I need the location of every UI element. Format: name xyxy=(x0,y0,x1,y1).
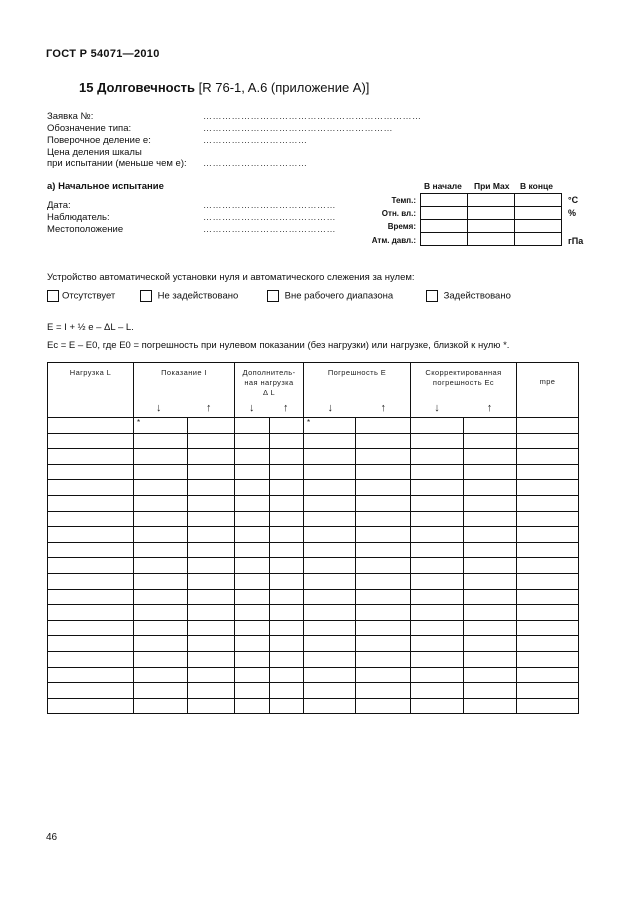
table-cell[interactable] xyxy=(517,589,579,605)
table-cell[interactable] xyxy=(356,511,411,527)
cond-cell[interactable] xyxy=(468,207,515,220)
table-cell[interactable] xyxy=(411,667,464,683)
field-label-date: Дата: xyxy=(47,200,71,211)
table-cell[interactable] xyxy=(134,573,188,589)
table-cell[interactable] xyxy=(411,511,464,527)
table-cell[interactable] xyxy=(411,620,464,636)
table-cell[interactable] xyxy=(235,433,270,449)
table-cell[interactable] xyxy=(134,449,188,465)
table-cell[interactable] xyxy=(517,418,579,434)
table-cell[interactable] xyxy=(517,683,579,699)
table-cell[interactable] xyxy=(270,433,304,449)
table-cell[interactable] xyxy=(517,636,579,652)
table-cell[interactable] xyxy=(188,698,235,714)
option-absent-label: Отсутствует xyxy=(62,290,116,302)
table-row xyxy=(48,651,579,667)
table-cell[interactable] xyxy=(464,620,517,636)
table-cell[interactable] xyxy=(48,589,134,605)
table-cell[interactable] xyxy=(464,418,517,434)
table-cell[interactable] xyxy=(48,558,134,574)
table-row xyxy=(48,573,579,589)
table-cell[interactable] xyxy=(188,449,235,465)
table-cell[interactable] xyxy=(517,698,579,714)
conditions-grid xyxy=(420,193,562,246)
header-load xyxy=(48,363,134,418)
table-row xyxy=(48,464,579,480)
table-cell[interactable] xyxy=(356,418,411,434)
table-cell[interactable] xyxy=(356,698,411,714)
table-cell[interactable] xyxy=(411,527,464,543)
table-cell[interactable] xyxy=(270,464,304,480)
cond-cell[interactable] xyxy=(468,194,515,207)
table-row xyxy=(48,698,579,714)
table-row xyxy=(48,636,579,652)
table-cell[interactable] xyxy=(270,683,304,699)
table-cell[interactable] xyxy=(188,433,235,449)
table-cell[interactable] xyxy=(517,573,579,589)
table-row xyxy=(48,542,579,558)
table-cell[interactable] xyxy=(356,605,411,621)
table-cell[interactable] xyxy=(235,636,270,652)
table-cell[interactable] xyxy=(356,542,411,558)
cond-cell[interactable] xyxy=(421,194,468,207)
header-indication-text: Показание I xyxy=(161,368,207,377)
cond-row-temp xyxy=(421,194,562,207)
section-reference: [R 76-1, A.6 (приложение A)] xyxy=(195,80,370,95)
table-cell[interactable] xyxy=(134,683,188,699)
cond-cell[interactable] xyxy=(421,233,468,246)
table-cell[interactable] xyxy=(270,605,304,621)
table-cell[interactable] xyxy=(464,636,517,652)
table-cell[interactable] xyxy=(356,651,411,667)
table-cell[interactable] xyxy=(464,698,517,714)
table-cell[interactable] xyxy=(188,418,235,434)
field-dots-application[interactable]: …………………………………………………………… xyxy=(203,111,422,121)
table-cell[interactable] xyxy=(48,683,134,699)
arrow-up-icon: ↑ xyxy=(283,402,289,414)
table-cell[interactable] xyxy=(270,698,304,714)
table-cell[interactable] xyxy=(48,464,134,480)
table-cell[interactable] xyxy=(134,605,188,621)
table-cell[interactable] xyxy=(48,620,134,636)
table-cell[interactable] xyxy=(411,605,464,621)
field-label-type: Обозначение типа: xyxy=(47,123,132,134)
table-cell[interactable] xyxy=(188,636,235,652)
cond-cell[interactable] xyxy=(515,194,562,207)
field-label-during-test: при испытании (меньше чем e): xyxy=(47,158,187,169)
table-cell[interactable] xyxy=(411,480,464,496)
cond-cell[interactable] xyxy=(515,220,562,233)
table-cell[interactable] xyxy=(48,527,134,543)
table-cell[interactable] xyxy=(134,542,188,558)
table-cell[interactable] xyxy=(304,464,356,480)
table-cell[interactable] xyxy=(304,449,356,465)
field-label-observer: Наблюдатель: xyxy=(47,212,110,223)
table-cell[interactable] xyxy=(188,605,235,621)
table-cell[interactable] xyxy=(270,573,304,589)
table-cell[interactable] xyxy=(134,495,188,511)
table-cell[interactable] xyxy=(235,527,270,543)
table-cell[interactable] xyxy=(411,495,464,511)
error-arrows xyxy=(304,402,410,414)
table-cell[interactable] xyxy=(464,651,517,667)
table-cell[interactable] xyxy=(235,449,270,465)
table-cell[interactable] xyxy=(517,480,579,496)
table-cell[interactable] xyxy=(188,620,235,636)
table-cell[interactable] xyxy=(134,527,188,543)
table-row xyxy=(48,418,579,434)
cond-cell[interactable] xyxy=(515,207,562,220)
table-cell[interactable] xyxy=(356,620,411,636)
cond-row-humidity xyxy=(421,207,562,220)
table-cell[interactable] xyxy=(235,605,270,621)
table-row xyxy=(48,480,579,496)
arrow-down-icon: ↓ xyxy=(156,402,162,414)
table-cell[interactable] xyxy=(304,542,356,558)
option-engaged[interactable] xyxy=(426,290,511,302)
table-cell[interactable] xyxy=(48,636,134,652)
table-cell[interactable] xyxy=(270,636,304,652)
table-cell[interactable] xyxy=(464,683,517,699)
cond-header-max: При Max xyxy=(474,181,510,191)
table-cell[interactable] xyxy=(48,418,134,434)
table-cell[interactable] xyxy=(464,558,517,574)
table-cell[interactable] xyxy=(235,589,270,605)
table-cell[interactable] xyxy=(517,433,579,449)
table-cell[interactable] xyxy=(304,667,356,683)
table-cell[interactable] xyxy=(134,620,188,636)
table-cell[interactable] xyxy=(188,495,235,511)
table-cell[interactable] xyxy=(356,667,411,683)
table-cell[interactable] xyxy=(464,449,517,465)
checkbox-not-engaged[interactable] xyxy=(140,290,152,302)
cond-header-end: В конце xyxy=(520,181,553,191)
table-cell[interactable] xyxy=(517,651,579,667)
table-cell[interactable] xyxy=(464,589,517,605)
table-cell[interactable] xyxy=(517,527,579,543)
table-cell[interactable] xyxy=(48,698,134,714)
cond-row-time xyxy=(421,220,562,233)
table-cell[interactable] xyxy=(464,511,517,527)
table-cell[interactable] xyxy=(304,698,356,714)
table-cell[interactable] xyxy=(411,651,464,667)
table-cell[interactable] xyxy=(304,433,356,449)
table-cell[interactable] xyxy=(304,651,356,667)
corrected-arrows xyxy=(411,402,516,414)
table-cell[interactable] xyxy=(411,698,464,714)
cond-label-time: Время: xyxy=(387,222,416,231)
table-cell[interactable] xyxy=(270,511,304,527)
table-cell[interactable] xyxy=(304,636,356,652)
table-cell[interactable] xyxy=(411,558,464,574)
table-cell[interactable] xyxy=(235,464,270,480)
table-cell[interactable] xyxy=(134,511,188,527)
table-row xyxy=(48,683,579,699)
table-cell[interactable] xyxy=(188,651,235,667)
table-cell[interactable] xyxy=(270,495,304,511)
checkbox-absent[interactable] xyxy=(47,290,59,302)
arrow-down-icon: ↓ xyxy=(434,402,441,414)
table-cell[interactable] xyxy=(48,511,134,527)
page-number: 46 xyxy=(46,832,58,843)
field-dots-type[interactable]: …………………………………………………… xyxy=(203,123,393,133)
cond-label-pressure: Атм. давл.: xyxy=(371,236,416,245)
table-cell[interactable] xyxy=(464,605,517,621)
table-row xyxy=(48,511,579,527)
checkbox-engaged[interactable] xyxy=(426,290,438,302)
header-additional-text: Дополнитель- ная нагрузка Δ L xyxy=(242,368,296,397)
table-cell[interactable] xyxy=(304,480,356,496)
table-cell[interactable] xyxy=(235,418,270,434)
header-indication xyxy=(134,363,235,418)
option-engaged-label: Задействовано xyxy=(443,290,511,302)
table-row xyxy=(48,605,579,621)
table-cell[interactable] xyxy=(270,620,304,636)
table-cell[interactable] xyxy=(235,620,270,636)
field-label-verification-division: Поверочное деление e: xyxy=(47,135,151,146)
table-cell[interactable] xyxy=(464,464,517,480)
table-cell[interactable] xyxy=(235,573,270,589)
table-cell[interactable] xyxy=(188,589,235,605)
section-heading xyxy=(79,80,369,95)
header-mpe xyxy=(517,363,579,418)
table-cell[interactable] xyxy=(304,527,356,543)
table-row xyxy=(48,495,579,511)
table-body xyxy=(48,418,579,714)
indication-arrows xyxy=(134,402,234,414)
cond-label-temp: Темп.: xyxy=(391,196,416,205)
arrow-up-icon: ↑ xyxy=(486,402,493,414)
table-cell[interactable] xyxy=(270,480,304,496)
table-cell[interactable] xyxy=(48,542,134,558)
table-cell[interactable] xyxy=(48,433,134,449)
table-cell[interactable] xyxy=(270,667,304,683)
table-cell[interactable] xyxy=(270,589,304,605)
table-cell[interactable] xyxy=(356,636,411,652)
table-cell[interactable] xyxy=(270,651,304,667)
checkbox-out-of-range[interactable] xyxy=(267,290,279,302)
table-cell[interactable] xyxy=(188,683,235,699)
table-cell[interactable] xyxy=(235,651,270,667)
table-cell[interactable] xyxy=(48,449,134,465)
table-cell[interactable] xyxy=(235,495,270,511)
table-cell[interactable] xyxy=(188,573,235,589)
table-cell[interactable] xyxy=(270,527,304,543)
field-dots-verification-division[interactable]: …………………………… xyxy=(203,135,308,145)
table-cell[interactable] xyxy=(517,542,579,558)
table-cell[interactable] xyxy=(464,667,517,683)
header-load-text: Нагрузка L xyxy=(69,368,112,377)
table-row xyxy=(48,589,579,605)
option-out-of-range-label: Вне рабочего диапазона xyxy=(284,290,394,302)
table-header-row xyxy=(48,363,579,418)
field-label-application: Заявка №: xyxy=(47,111,94,122)
table-row xyxy=(48,449,579,465)
table-cell[interactable] xyxy=(464,542,517,558)
table-cell[interactable] xyxy=(411,449,464,465)
table-cell[interactable] xyxy=(134,464,188,480)
cond-header-start: В начале xyxy=(424,181,462,191)
table-cell[interactable] xyxy=(188,542,235,558)
table-cell[interactable] xyxy=(517,667,579,683)
unit-percent: % xyxy=(568,208,577,218)
table-cell[interactable] xyxy=(517,464,579,480)
arrow-down-icon: ↓ xyxy=(327,402,334,414)
table-cell[interactable] xyxy=(517,449,579,465)
table-cell[interactable] xyxy=(188,558,235,574)
cond-cell[interactable] xyxy=(515,233,562,246)
header-error xyxy=(304,363,411,418)
table-cell[interactable] xyxy=(134,433,188,449)
option-not-engaged-label: Не задействовано xyxy=(157,290,239,302)
table-cell[interactable] xyxy=(464,527,517,543)
table-cell[interactable] xyxy=(464,573,517,589)
table-cell[interactable] xyxy=(188,480,235,496)
table-cell[interactable] xyxy=(411,433,464,449)
table-cell[interactable] xyxy=(411,542,464,558)
formula-error: E = I + ½ e – ΔL – L. xyxy=(47,322,134,333)
table-cell[interactable] xyxy=(48,573,134,589)
table-cell[interactable] xyxy=(235,480,270,496)
table-cell[interactable] xyxy=(188,464,235,480)
table-cell[interactable] xyxy=(270,542,304,558)
table-cell[interactable] xyxy=(411,573,464,589)
table-cell[interactable] xyxy=(356,480,411,496)
table-cell[interactable] xyxy=(411,418,464,434)
table-cell[interactable] xyxy=(235,667,270,683)
table-cell[interactable] xyxy=(304,558,356,574)
table-cell[interactable] xyxy=(235,683,270,699)
table-cell[interactable] xyxy=(134,589,188,605)
table-cell[interactable] xyxy=(356,683,411,699)
table-cell[interactable] xyxy=(48,605,134,621)
table-cell[interactable] xyxy=(134,636,188,652)
header-error-text: Погрешность E xyxy=(327,368,387,377)
table-cell[interactable] xyxy=(134,558,188,574)
table-cell[interactable] xyxy=(304,683,356,699)
cond-cell[interactable] xyxy=(421,207,468,220)
field-dots-observer[interactable]: …………………………………… xyxy=(203,212,336,222)
table-cell[interactable] xyxy=(411,683,464,699)
table-row xyxy=(48,433,579,449)
results-table xyxy=(47,362,579,714)
table-cell[interactable] xyxy=(188,527,235,543)
table-cell[interactable] xyxy=(235,542,270,558)
field-label-scale-division: Цена деления шкалы xyxy=(47,147,142,158)
table-row xyxy=(48,558,579,574)
table-cell[interactable] xyxy=(517,511,579,527)
table-cell[interactable] xyxy=(48,480,134,496)
formula-corrected-error: Ec = E – E0, где E0 = погрешность при нулевом показании (без нагрузки) или нагрузке, близкой к нулю *. xyxy=(47,340,510,351)
table-cell[interactable] xyxy=(235,558,270,574)
table-cell[interactable] xyxy=(464,433,517,449)
table-cell[interactable] xyxy=(48,651,134,667)
cond-cell[interactable] xyxy=(468,220,515,233)
table-cell[interactable] xyxy=(235,698,270,714)
arrow-down-icon: ↓ xyxy=(249,402,255,414)
section-title: 15 Долговечность xyxy=(79,80,196,95)
table-cell[interactable] xyxy=(356,464,411,480)
table-cell-star[interactable]: * xyxy=(304,418,356,434)
cond-cell[interactable] xyxy=(468,233,515,246)
table-cell[interactable] xyxy=(134,480,188,496)
table-cell[interactable] xyxy=(464,495,517,511)
additional-arrows xyxy=(235,402,303,414)
table-cell[interactable] xyxy=(48,667,134,683)
option-not-engaged[interactable] xyxy=(140,290,238,302)
table-cell[interactable] xyxy=(356,589,411,605)
document-id: ГОСТ Р 54071—2010 xyxy=(46,48,160,60)
table-cell[interactable] xyxy=(188,511,235,527)
arrow-up-icon: ↑ xyxy=(206,402,212,414)
table-cell[interactable] xyxy=(304,605,356,621)
table-cell[interactable] xyxy=(304,620,356,636)
table-cell[interactable] xyxy=(134,651,188,667)
field-dots-location[interactable]: …………………………………… xyxy=(203,224,336,234)
table-cell[interactable] xyxy=(517,620,579,636)
table-cell[interactable] xyxy=(356,495,411,511)
table-cell[interactable] xyxy=(411,636,464,652)
table-cell[interactable] xyxy=(356,449,411,465)
table-cell[interactable] xyxy=(304,589,356,605)
field-label-location: Местоположение xyxy=(47,224,124,235)
initial-test-title: а) Начальное испытание xyxy=(47,181,164,192)
table-row xyxy=(48,620,579,636)
table-cell[interactable] xyxy=(188,667,235,683)
table-cell-star[interactable]: * xyxy=(134,418,188,434)
cond-label-humidity: Отн. вл.: xyxy=(381,209,416,218)
table-cell[interactable] xyxy=(304,511,356,527)
table-cell[interactable] xyxy=(356,558,411,574)
option-absent[interactable] xyxy=(47,290,115,302)
table-cell[interactable] xyxy=(356,573,411,589)
field-dots-date[interactable]: …………………………………… xyxy=(203,200,336,210)
zero-device-text: Устройство автоматической установки нуля и автоматического слежения за нулем: xyxy=(47,272,415,283)
table-cell[interactable] xyxy=(411,464,464,480)
unit-celsius: °C xyxy=(568,195,579,205)
header-additional xyxy=(235,363,304,418)
table-cell[interactable] xyxy=(356,527,411,543)
option-out-of-range[interactable] xyxy=(267,290,393,302)
table-cell[interactable] xyxy=(517,495,579,511)
table-cell[interactable] xyxy=(356,433,411,449)
arrow-up-icon: ↑ xyxy=(380,402,387,414)
table-cell[interactable] xyxy=(270,418,304,434)
table-cell[interactable] xyxy=(411,589,464,605)
table-cell[interactable] xyxy=(235,511,270,527)
field-dots-during-test[interactable]: …………………………… xyxy=(203,158,308,168)
header-mpe-text: mpe xyxy=(539,377,556,386)
table-cell[interactable] xyxy=(304,573,356,589)
table-row xyxy=(48,527,579,543)
table-cell[interactable] xyxy=(464,480,517,496)
table-cell[interactable] xyxy=(270,558,304,574)
table-cell[interactable] xyxy=(270,449,304,465)
table-cell[interactable] xyxy=(304,495,356,511)
table-cell[interactable] xyxy=(517,605,579,621)
unit-hpa: гПа xyxy=(568,236,584,246)
header-corrected xyxy=(411,363,517,418)
table-row xyxy=(48,667,579,683)
table-cell[interactable] xyxy=(134,667,188,683)
table-cell[interactable] xyxy=(134,698,188,714)
table-cell[interactable] xyxy=(48,495,134,511)
header-corrected-text: Скорректированная погрешность Ec xyxy=(425,368,502,387)
cond-row-pressure xyxy=(421,233,562,246)
table-cell[interactable] xyxy=(517,558,579,574)
cond-cell[interactable] xyxy=(421,220,468,233)
